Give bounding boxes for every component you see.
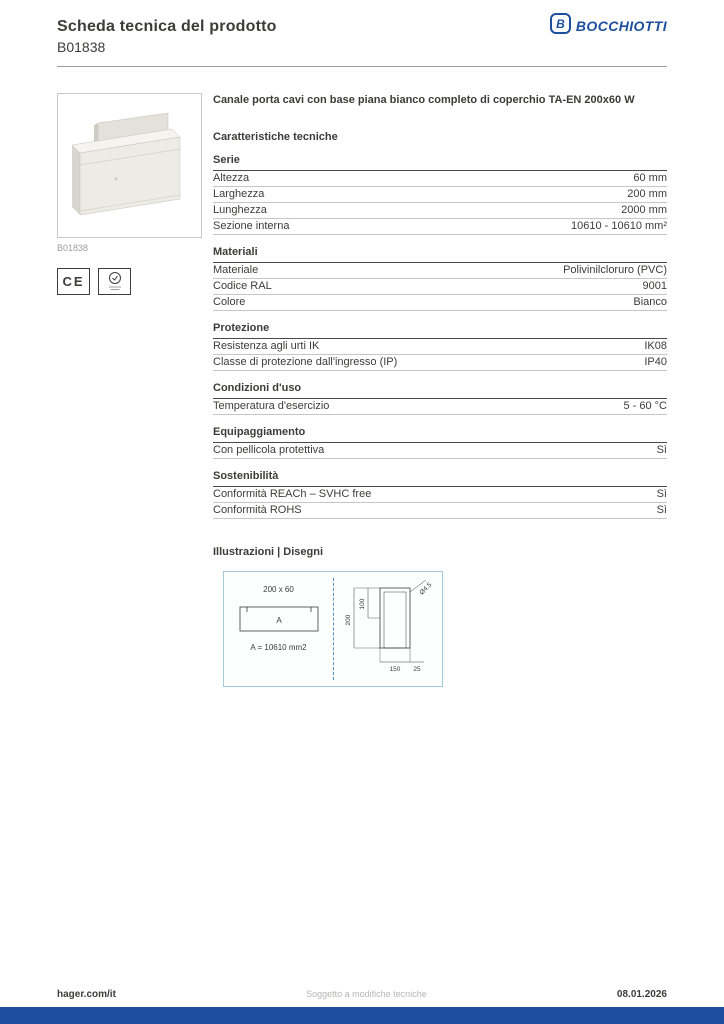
main-content	[213, 93, 667, 687]
spec-row	[213, 219, 667, 235]
quality-mark-icon	[98, 268, 131, 295]
dim-hole-label: Ø4.5	[417, 581, 433, 597]
spec-row	[213, 203, 667, 219]
spec-row	[213, 355, 667, 371]
spec-row	[213, 443, 667, 459]
drawing-cross-section-area	[224, 572, 333, 686]
spec-table	[213, 338, 667, 371]
spec-row	[213, 487, 667, 503]
section-serie	[213, 143, 667, 235]
spec-value: Sì	[656, 444, 667, 457]
spec-label: Temperatura d'esercizio	[213, 400, 330, 413]
section-condizioni-duso	[213, 371, 667, 415]
section-title: Equipaggiamento	[213, 425, 306, 438]
certifications	[57, 268, 202, 295]
section-equipaggiamento	[213, 415, 667, 459]
specs-heading: Caratteristiche tecniche	[213, 130, 338, 143]
spec-row	[213, 263, 667, 279]
product-render-illustration	[64, 107, 196, 225]
spec-label: Con pellicola protettiva	[213, 444, 325, 457]
spec-row	[213, 187, 667, 203]
footer-date: 08.01.2026	[616, 989, 667, 1000]
illustrations-heading: Illustrazioni | Disegni	[213, 545, 324, 558]
spec-label: Materiale	[213, 264, 259, 277]
image-caption: B01838	[57, 243, 89, 253]
profile-outline-drawing	[237, 603, 321, 635]
spec-label: Colore	[213, 296, 246, 309]
spec-row	[213, 295, 667, 311]
spec-label: Sezione interna	[213, 220, 290, 233]
spec-table	[213, 262, 667, 311]
spec-row	[213, 399, 667, 415]
dim-100-label: 100	[358, 598, 366, 610]
dimension-drawing	[336, 578, 440, 682]
spec-label: Larghezza	[213, 188, 265, 201]
section-title: Protezione	[213, 321, 270, 334]
brand-logo	[550, 13, 667, 39]
spec-value: Sì	[656, 488, 667, 501]
product-image	[57, 93, 202, 238]
spec-table	[213, 486, 667, 519]
spec-value: 60 mm	[633, 172, 667, 185]
dim-25-label: 25	[412, 665, 421, 673]
dim-200-label: 200	[344, 614, 352, 626]
ce-mark-label: CE	[62, 274, 85, 289]
spec-label: Codice RAL	[213, 280, 272, 293]
spec-value: Polivinilcloruro (PVC)	[563, 264, 667, 277]
section-sostenibilita	[213, 459, 667, 519]
dim-150-label: 150	[389, 665, 400, 673]
section-title: Condizioni d'uso	[213, 381, 302, 394]
spec-row	[213, 279, 667, 295]
section-protezione	[213, 311, 667, 371]
page-title: Scheda tecnica del prodotto	[57, 18, 277, 35]
spec-value: IK08	[644, 340, 667, 353]
technical-drawings	[223, 571, 443, 687]
header-divider	[57, 66, 667, 67]
spec-value: 200 mm	[627, 188, 667, 201]
spec-value: 5 - 60 °C	[623, 400, 667, 413]
spec-value: 9001	[642, 280, 667, 293]
section-title: Sostenibilità	[213, 469, 279, 482]
spec-table	[213, 170, 667, 235]
section-title: Serie	[213, 153, 240, 166]
footer-site-link[interactable]: hager.com/it	[57, 989, 116, 1000]
spec-row	[213, 171, 667, 187]
brand-logo-icon	[550, 13, 571, 39]
spec-label: Lunghezza	[213, 204, 267, 217]
area-formula: A = 10610 mm2	[250, 642, 307, 652]
footer-accent-bar	[0, 1007, 724, 1024]
left-column	[57, 93, 202, 295]
spec-value: Sì	[656, 504, 667, 517]
section-materiali	[213, 235, 667, 311]
spec-value: IP40	[644, 356, 667, 369]
spec-label: Altezza	[213, 172, 250, 185]
brand-name: BOCCHIOTTI	[575, 18, 667, 34]
spec-value: Bianco	[633, 296, 667, 309]
spec-row	[213, 503, 667, 519]
drawing-size-label: 200 x 60	[263, 584, 294, 594]
spec-table	[213, 442, 667, 459]
ce-mark	[57, 268, 90, 295]
spec-label: Resistenza agli urti IK	[213, 340, 320, 353]
spec-label: Conformità ROHS	[213, 504, 302, 517]
spec-value: 2000 mm	[621, 204, 667, 217]
section-title: Materiali	[213, 245, 258, 258]
area-label: A	[275, 615, 282, 625]
drawing-dimensions	[333, 572, 442, 686]
spec-label: Conformità REACh – SVHC free	[213, 488, 372, 501]
svg-text:B: B	[556, 17, 565, 31]
footer	[57, 989, 667, 1000]
footer-note: Soggetto a modifiche tecniche	[306, 989, 427, 999]
spec-table	[213, 398, 667, 415]
spec-row	[213, 339, 667, 355]
product-code: B01838	[57, 39, 106, 55]
spec-label: Classe di protezione dall'ingresso (IP)	[213, 356, 398, 369]
spec-value: 10610 - 10610 mm²	[571, 220, 667, 233]
product-description: Canale porta cavi con base piana bianco completo di coperchio TA-EN 200x60 W	[213, 94, 635, 106]
